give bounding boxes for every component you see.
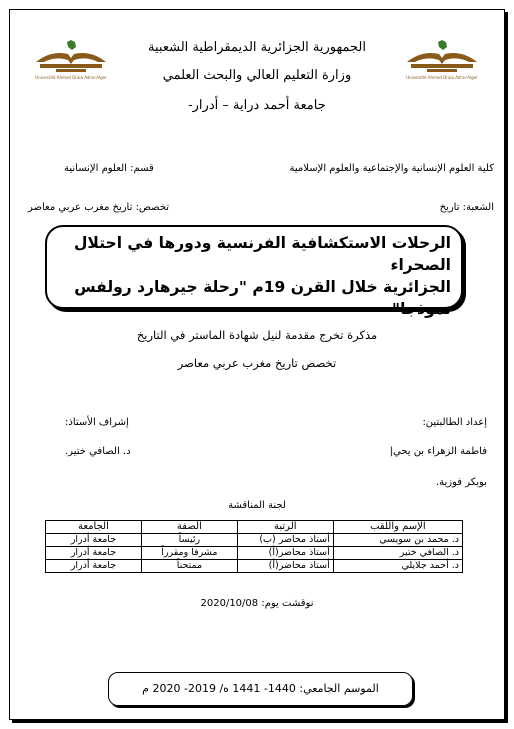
logo-caption-left: Université Ahmed Draia Adrar-Alger: [35, 75, 107, 80]
supervisor-name: د. الصافي ختير.: [65, 446, 131, 457]
table-cell: أستاذ محاضر(أ): [237, 560, 333, 573]
committee-title: لجنة المناقشة: [228, 500, 286, 511]
committee-table: [45, 520, 463, 573]
republic-name: الجمهورية الجزائرية الديمقراطية الشعبية: [148, 40, 366, 55]
department-name: قسم: العلوم الإنسانية: [64, 163, 154, 174]
logo-caption-right: Université Ahmed Draia Adrar-Alger: [406, 75, 478, 80]
table-cell: جامعة أدرار: [46, 534, 142, 547]
table-cell: ممتحناً: [141, 560, 237, 573]
college-name: كلية العلوم الإنسانية والإجتماعية والعلوم الإسلامية: [289, 163, 494, 174]
student-1-name: فاطمة الزهراء بن يحي|: [389, 446, 487, 457]
table-cell: أستاذ محاضر(أ): [237, 547, 333, 560]
table-row: [46, 534, 463, 547]
table-header-row: [46, 521, 463, 534]
table-row: [46, 560, 463, 573]
students-label: إعداد الطالبتين:: [422, 417, 487, 428]
specialization-name: تخصص: تاريخ مغرب عربي معاصر: [28, 202, 170, 213]
student-2-name: بوبكر فوزية.: [435, 477, 487, 488]
university-name: جامعة أحمد دراية – أدرار-: [188, 98, 326, 113]
ministry-name: وزارة التعليم العالي والبحث العلمي: [162, 68, 352, 83]
column-header: الصفة: [141, 521, 237, 534]
table-cell: جامعة أدرار: [46, 547, 142, 560]
thesis-title-line-1: الرحلات الاستكشافية الفرنسية ودورها في احتلال الصحراء: [73, 234, 451, 274]
table-row: [46, 547, 463, 560]
table-cell: د. محمد بن سويسي: [333, 534, 462, 547]
branch-name: الشعبة: تاريخ: [439, 202, 494, 213]
column-header: الجامعة: [46, 521, 142, 534]
table-cell: د. أحمد جلايلي: [333, 560, 462, 573]
university-emblem-icon: [26, 36, 116, 74]
academic-season-text: الموسم الجامعي: 1440- 1441 ه/ 2019- 2020 م: [142, 682, 379, 695]
memo-purpose: مذكرة تخرج مقدمة لنيل شهادة الماستر في التاريخ: [136, 328, 378, 342]
table-cell: رئيساً: [141, 534, 237, 547]
table-cell: جامعة أدرار: [46, 560, 142, 573]
column-header: الرتبة: [237, 521, 333, 534]
table-cell: د. الصافي ختير: [333, 547, 462, 560]
university-logo-right: [397, 36, 487, 80]
thesis-title-line-3: نموذجا": [392, 300, 451, 318]
supervisor-label: إشراف الأستاذ:: [65, 417, 129, 428]
defense-date: نوقشت يوم: 2020/10/08: [200, 598, 314, 609]
column-header: الإسم واللقب: [333, 521, 462, 534]
university-logo-left: [26, 36, 116, 80]
academic-season-box: [108, 672, 413, 706]
memo-specialization: تخصص تاريخ مغرب عربي معاصر: [177, 356, 337, 370]
table-cell: أستاذ محاضر (ب): [237, 534, 333, 547]
university-emblem-icon: [397, 36, 487, 74]
thesis-title-line-2: الجزائرية خلال القرن 19م "رحلة جيرهارد رولفس: [74, 278, 451, 296]
thesis-title-box: [45, 225, 463, 318]
table-cell: مشرفا ومقرراً: [141, 547, 237, 560]
